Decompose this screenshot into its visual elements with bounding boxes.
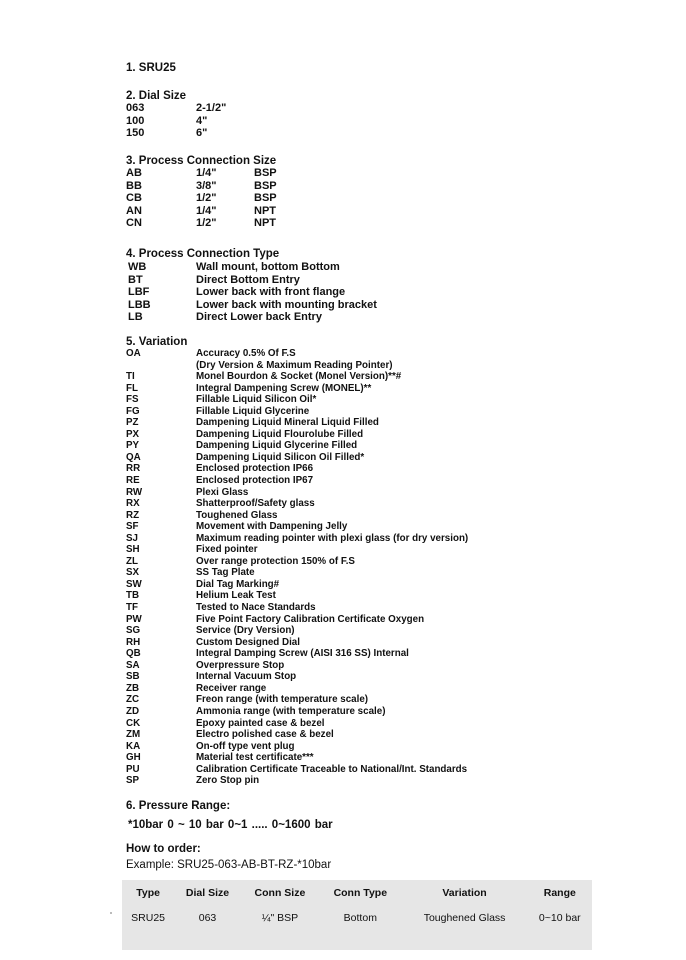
variation-code: RZ: [126, 509, 140, 521]
variation-value: Dampening Liquid Mineral Liquid Filled: [196, 417, 379, 429]
variation-row: [126, 579, 468, 591]
variation-value: Accuracy 0.5% Of F.S: [196, 348, 296, 359]
variation-value: Shatterproof/Safety glass: [196, 498, 315, 510]
table-cell: SRU25: [131, 912, 166, 924]
variation-row: [126, 452, 468, 464]
table-cell: Toughened Glass: [423, 912, 506, 924]
variation-row: [126, 487, 468, 499]
variation-value: Dampening Liquid Flourolube Filled: [196, 428, 364, 440]
variation-value: Material test certificate***: [196, 752, 314, 764]
variation-code: SP: [126, 775, 140, 787]
variation-code: SJ: [126, 532, 138, 544]
variation-code: ZD: [126, 705, 140, 717]
variation-value: SS Tag Plate: [196, 567, 255, 579]
variation-row: [126, 475, 468, 487]
variation-value: Calibration Certificate Traceable to National/Int. Standards: [196, 763, 468, 775]
variation-value: Plexi Glass: [196, 486, 249, 498]
variation-value: Freon range (with temperature scale): [196, 694, 369, 706]
table-header-cell: Dial Size: [185, 887, 230, 899]
variation-row: [126, 671, 468, 683]
variation-row: [126, 417, 468, 429]
variation-code: ZL: [126, 555, 138, 567]
dial-size-heading: 2. Dial Size: [126, 90, 187, 102]
variation-row: [126, 706, 468, 718]
variation-row: [126, 544, 468, 556]
connection-size-value: BSP: [254, 179, 277, 192]
dial-size-row: [126, 115, 226, 128]
table-header-cell: Conn Type: [333, 887, 388, 899]
dial-size-value: 4": [196, 114, 208, 127]
variation-code: ZM: [126, 729, 141, 741]
variation-row: [126, 741, 468, 753]
connection-size-code: AB: [126, 167, 142, 179]
variation-code: CK: [126, 717, 141, 729]
variation-code: OA: [126, 348, 141, 359]
connection-size-value: NPT: [254, 217, 276, 230]
connection-size-code: CN: [126, 217, 142, 230]
variation-code: SB: [126, 671, 140, 683]
variation-row: [126, 637, 468, 649]
variation-value: Five Point Factory Calibration Certificate Oxygen: [196, 613, 425, 625]
variation-code: SW: [126, 578, 142, 590]
variation-row: [126, 625, 468, 637]
variation-value: On-off type vent plug: [196, 740, 295, 752]
variation-row: [126, 463, 468, 475]
variation-value: Helium Leak Test: [196, 590, 276, 602]
variation-row: [126, 521, 468, 533]
variation-code: RH: [126, 636, 141, 648]
connection-size-code: AN: [126, 204, 142, 217]
variation-row: [126, 394, 468, 406]
connection-type-code: WB: [128, 261, 147, 273]
variation-row: [126, 348, 468, 360]
variation-code: PY: [126, 440, 140, 452]
dial-size-row: [126, 127, 226, 140]
variation-code: QA: [126, 451, 141, 463]
connection-size-row: [126, 180, 277, 193]
connection-type-value: Wall mount, bottom Bottom: [196, 261, 340, 273]
variation-value: Tested to Nace Standards: [196, 602, 316, 614]
variation-code: RE: [126, 475, 140, 487]
table-row: [122, 906, 592, 950]
variation-row: [126, 683, 468, 695]
table-header-cell: Conn Size: [254, 887, 306, 899]
dial-size-row: [126, 102, 226, 115]
variation-code: GH: [126, 752, 141, 764]
connection-type-value: Direct Bottom Entry: [196, 273, 300, 286]
order-example-table: [122, 880, 592, 950]
table-cell: 063: [198, 912, 217, 924]
variation-code: SH: [126, 544, 140, 556]
connection-type-row: [126, 261, 377, 274]
variation-row: [126, 383, 468, 395]
variation-code: RW: [126, 486, 143, 498]
variation-row: [126, 510, 468, 522]
connection-type-heading: 4. Process Connection Type: [126, 248, 280, 260]
order-example: Example: SRU25-063-AB-BT-RZ-*10bar: [126, 859, 332, 871]
dial-size-code: 150: [126, 127, 145, 140]
variation-row: [126, 590, 468, 602]
variation-value: Electro polished case & bezel: [196, 729, 334, 741]
variation-value: Integral Dampening Screw (MONEL)**: [196, 382, 372, 394]
variation-code: FG: [126, 405, 140, 417]
variation-value: Enclosed protection IP66: [196, 463, 314, 475]
connection-type-row: [126, 286, 377, 299]
connection-type-code: BT: [128, 273, 143, 286]
dial-size-value: 6": [196, 127, 208, 140]
variation-row: [126, 498, 468, 510]
variation-code: PW: [126, 613, 142, 625]
variation-value: Fillable Liquid Silicon Oil*: [196, 394, 317, 406]
variation-row: [126, 648, 468, 660]
variation-value: Epoxy painted case & bezel: [196, 717, 325, 729]
variation-code: RR: [126, 463, 141, 475]
variation-code: PX: [126, 428, 140, 440]
stray-mark: [110, 912, 112, 914]
table-header-cell: Range: [543, 887, 576, 899]
variation-code: SA: [126, 659, 140, 671]
variation-code: [126, 360, 196, 372]
variation-row: [126, 694, 468, 706]
dial-size-value: 2-1/2": [196, 102, 227, 114]
variation-row: [126, 429, 468, 441]
dial-size-code: 063: [126, 102, 145, 114]
variation-value: Overpressure Stop: [196, 659, 285, 671]
variation-code: FS: [126, 394, 139, 406]
variation-value: Internal Vacuum Stop: [196, 671, 297, 683]
variation-code: SF: [126, 521, 139, 533]
variation-code: QB: [126, 648, 141, 660]
connection-size-row: [126, 217, 277, 230]
connection-type-value: Direct Lower back Entry: [196, 311, 322, 324]
product-title: 1. SRU25: [126, 62, 176, 74]
connection-size-row: [126, 205, 277, 218]
variation-code: FL: [126, 382, 138, 394]
variation-row: [126, 602, 468, 614]
variation-code: ZC: [126, 694, 140, 706]
variation-row: [126, 614, 468, 626]
variation-row: [126, 440, 468, 452]
connection-type-list: [126, 261, 377, 324]
dial-size-code: 100: [126, 114, 145, 127]
variation-row: [126, 764, 468, 776]
connection-size-value: NPT: [254, 204, 276, 217]
connection-size-value: BSP: [254, 192, 277, 205]
variation-value: Monel Bourdon & Socket (Monel Version)**#: [196, 371, 402, 383]
pressure-range-text: *10bar 0 ~ 10 bar 0~1 ..... 0~1600 bar: [128, 819, 333, 831]
variation-value: Custom Designed Dial: [196, 636, 300, 648]
variation-row: [126, 567, 468, 579]
variation-row: [126, 556, 468, 568]
variation-value: Integral Damping Screw (AISI 316 SS) Internal: [196, 648, 409, 660]
connection-type-row: [126, 274, 377, 287]
variation-value: Dampening Liquid Silicon Oil Filled*: [196, 451, 365, 463]
variation-code: ZB: [126, 682, 140, 694]
connection-size-value: 1/2": [196, 192, 217, 205]
connection-size-value: 1/2": [196, 217, 217, 230]
variation-heading: 5. Variation: [126, 336, 188, 348]
table-cell: 0~10 bar: [538, 912, 581, 924]
variation-value: Receiver range: [196, 682, 267, 694]
variation-value: Fixed pointer: [196, 544, 258, 556]
variation-code: TB: [126, 590, 140, 602]
connection-size-list: [126, 167, 277, 230]
dial-size-list: [126, 102, 226, 140]
variation-row: [126, 752, 468, 764]
connection-type-code: LB: [128, 311, 143, 324]
connection-type-row: [126, 311, 377, 324]
table-cell: Bottom: [343, 912, 377, 924]
variation-code: PZ: [126, 417, 139, 429]
variation-row: [126, 360, 468, 372]
connection-type-code: LBF: [128, 286, 150, 299]
variation-value: Maximum reading pointer with plexi glass (for dry version): [196, 532, 469, 544]
connection-type-row: [126, 299, 377, 312]
variation-row: [126, 729, 468, 741]
pressure-range-heading: 6. Pressure Range:: [126, 800, 231, 812]
variation-value: Dampening Liquid Glycerine Filled: [196, 440, 358, 452]
connection-size-row: [126, 192, 277, 205]
variation-list: [126, 348, 468, 787]
table-header-cell: Type: [136, 887, 160, 899]
connection-size-value: BSP: [254, 167, 277, 179]
connection-type-code: LBB: [128, 298, 151, 311]
variation-value: Dial Tag Marking#: [196, 578, 280, 590]
variation-code: PU: [126, 763, 140, 775]
variation-value: Zero Stop pin: [196, 775, 260, 787]
variation-row: [126, 775, 468, 787]
variation-value: Movement with Dampening Jelly: [196, 521, 348, 533]
variation-row: [126, 718, 468, 730]
variation-row: [126, 660, 468, 672]
variation-row: [126, 406, 468, 418]
variation-value: Enclosed protection IP67: [196, 475, 314, 487]
variation-value: (Dry Version & Maximum Reading Pointer): [196, 359, 393, 371]
variation-row: [126, 533, 468, 545]
variation-row: [126, 371, 468, 383]
table-cell: ¼" BSP: [261, 912, 299, 924]
connection-size-value: 1/4": [196, 167, 217, 179]
connection-size-value: 3/8": [196, 179, 217, 192]
connection-size-value: 1/4": [196, 204, 217, 217]
variation-code: SG: [126, 625, 141, 637]
variation-code: KA: [126, 740, 141, 752]
connection-type-value: Lower back with mounting bracket: [196, 298, 377, 311]
variation-value: Over range protection 150% of F.S: [196, 555, 355, 567]
variation-value: Service (Dry Version): [196, 625, 295, 637]
connection-size-row: [126, 167, 277, 180]
variation-code: TI: [126, 371, 135, 383]
connection-size-code: CB: [126, 192, 142, 205]
connection-type-value: Lower back with front flange: [196, 286, 346, 299]
variation-value: Fillable Liquid Glycerine: [196, 405, 310, 417]
table-header-cell: Variation: [442, 887, 487, 899]
variation-value: Ammonia range (with temperature scale): [196, 705, 386, 717]
connection-size-heading: 3. Process Connection Size: [126, 155, 277, 167]
connection-size-code: BB: [126, 179, 142, 192]
variation-code: RX: [126, 498, 140, 510]
how-to-order-heading: How to order:: [126, 843, 201, 855]
variation-code: TF: [126, 602, 138, 614]
variation-value: Toughened Glass: [196, 509, 278, 521]
variation-code: SX: [126, 567, 140, 579]
